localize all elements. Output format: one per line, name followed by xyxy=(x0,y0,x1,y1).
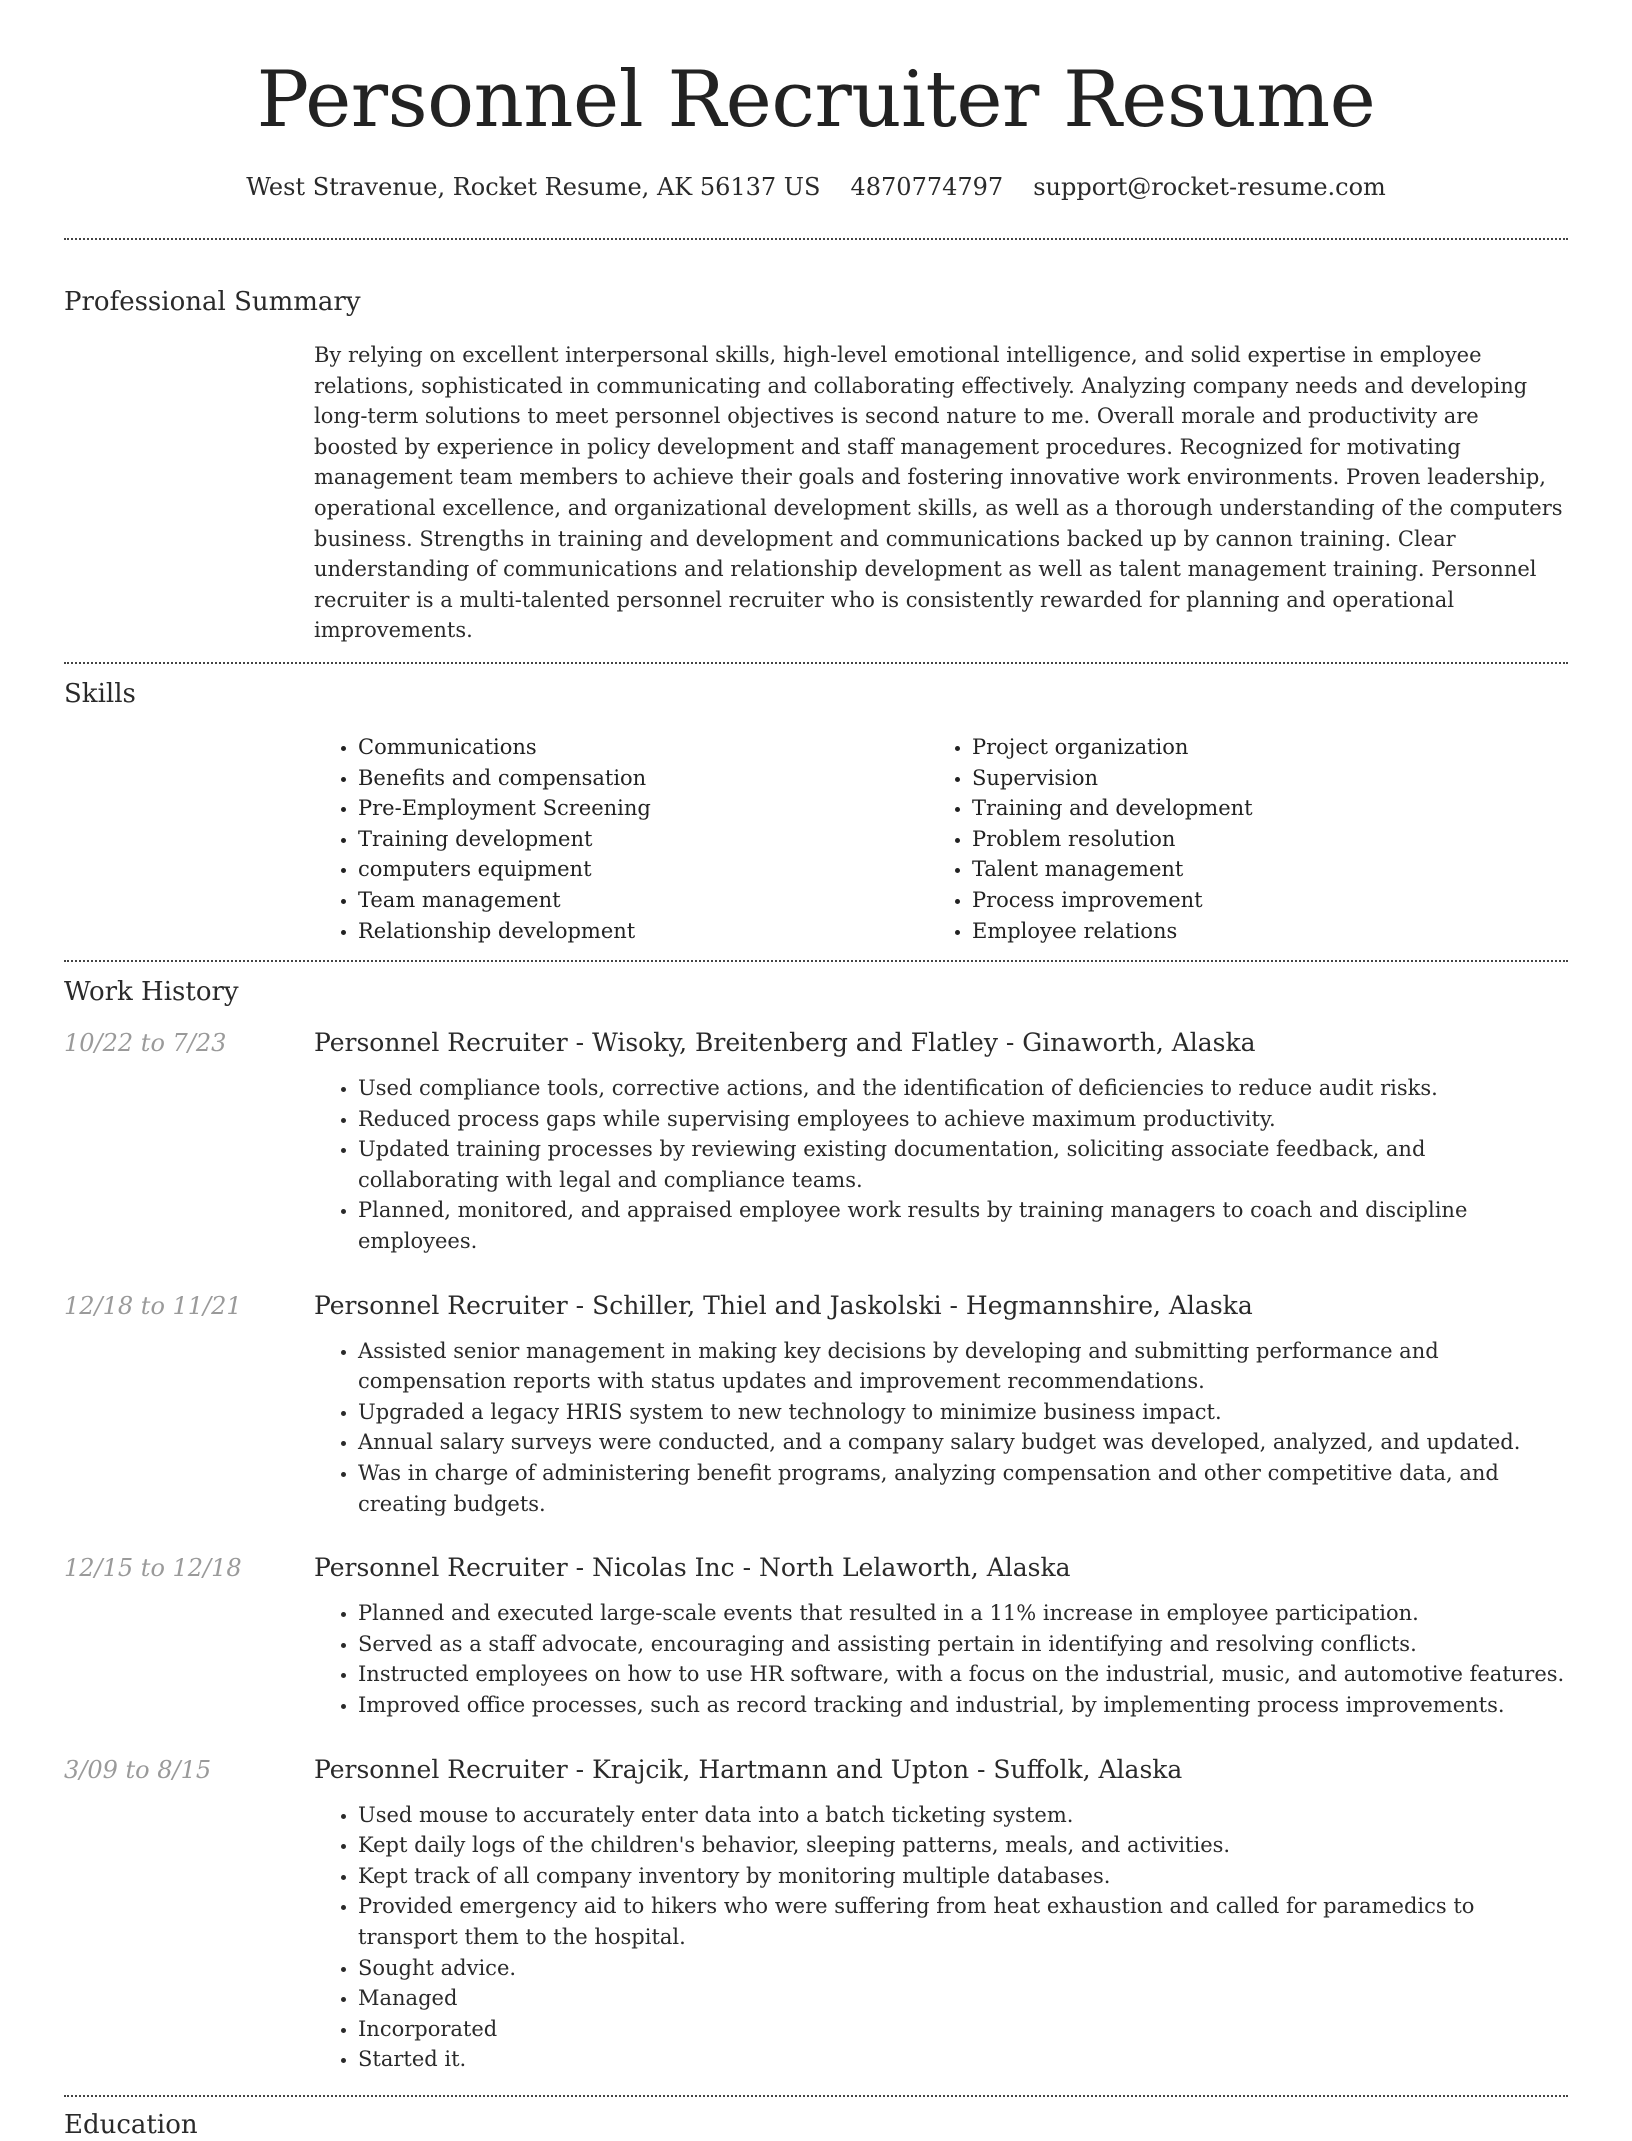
job-bullet: • Planned, monitored, and appraised employee work results by training managers to coach and discipline employees. xyxy=(358,1195,1568,1256)
summary-text: By relying on excellent interpersonal skills, high-level emotional intelligence, and solid expertise in employee relations, sophisticated in communicating and collaborating effectively. Analyzing company needs and developing long-term solutions to meet personnel objectives is second nature to me. Overall morale and productivity are boosted by experience in policy development and staff management procedures. Recognized for motivating management team members to achieve their goals and fostering innovative work environments. Proven leadership, operational excellence, and organizational development skills, as well as a thorough understanding of the computers business. Strengths in training and development and communications backed up by cannon training. Clear understanding of communications and relationship development as well as talent management training. Personnel recruiter is a multi-talented personnel recruiter who is consistently rewarded for planning and operational improvements. xyxy=(314,343,1563,643)
job-list xyxy=(64,1028,1568,2075)
contact-line xyxy=(64,172,1568,202)
job-title: Personnel Recruiter - Schiller, Thiel and Jaskolski - Hegmannshire, Alaska xyxy=(314,1290,1253,1320)
job-bullet: • Sought advice. xyxy=(358,1953,1568,1984)
job-bullet: • Updated training processes by reviewing existing documentation, soliciting associate feedback, and collaborating with legal and compliance teams. xyxy=(358,1134,1568,1195)
work-history-section xyxy=(64,962,1568,2075)
job-bullet: • Provided emergency aid to hikers who were suffering from heat exhaustion and called for paramedics to transport them to the hospital. xyxy=(358,1891,1568,1952)
skill-item: • Talent management xyxy=(972,854,1542,885)
job-bullet: • Incorporated xyxy=(358,2014,1568,2045)
skills-list-right xyxy=(928,732,1542,946)
contact-phone: 4870774797 xyxy=(850,173,1004,201)
skill-item: • Training development xyxy=(358,824,928,855)
job-bullet: • Kept daily logs of the children's behavior, sleeping patterns, meals, and activities. xyxy=(358,1830,1568,1861)
job-bullet: • Improved office processes, such as record tracking and industrial, by implementing process improvements. xyxy=(358,1690,1568,1721)
job-entry xyxy=(64,1553,1568,1720)
resume-title: Personnel Recruiter Resume xyxy=(256,55,1376,145)
skill-item: • Process improvement xyxy=(972,885,1542,916)
job-bullet: • Used mouse to accurately enter data into a batch ticketing system. xyxy=(358,1800,1568,1831)
job-bullet: • Assisted senior management in making key decisions by developing and submitting performance and compensation reports with status updates and improvement recommendations. xyxy=(358,1336,1568,1397)
job-bullet: • Annual salary surveys were conducted, and a company salary budget was developed, analyzed, and updated. xyxy=(358,1427,1568,1458)
skill-item: • Supervision xyxy=(972,763,1542,794)
job-entry xyxy=(64,1028,1568,1257)
job-bullet: • Served as a staff advocate, encouraging and assisting pertain in identifying and resolving conflicts. xyxy=(358,1629,1568,1660)
education-section xyxy=(64,2097,1568,2141)
job-entry xyxy=(64,1291,1568,1520)
job-bullet: • Reduced process gaps while supervising employees to achieve maximum productivity. xyxy=(358,1104,1568,1135)
education-heading: Education xyxy=(64,2109,198,2140)
job-entry xyxy=(64,1755,1568,2075)
job-dates: 12/15 to 12/18 xyxy=(64,1554,242,1583)
job-bullet: • Used compliance tools, corrective actions, and the identification of deficiencies to reduce audit risks. xyxy=(358,1073,1568,1104)
skill-item: • Project organization xyxy=(972,732,1542,763)
job-bullet: • Kept track of all company inventory by monitoring multiple databases. xyxy=(358,1861,1568,1892)
job-bullet: • Started it. xyxy=(358,2044,1568,2075)
job-dates: 10/22 to 7/23 xyxy=(64,1029,227,1058)
skill-item: • computers equipment xyxy=(358,854,928,885)
job-bullet-list xyxy=(314,1073,1568,1257)
skills-list-left xyxy=(314,732,928,946)
skill-item: • Benefits and compensation xyxy=(358,763,928,794)
contact-address: West Stravenue, Rocket Resume, AK 56137 US xyxy=(246,173,821,201)
job-bullet: • Managed xyxy=(358,1983,1568,2014)
contact-email: support@rocket-resume.com xyxy=(1033,173,1386,201)
skill-item: • Communications xyxy=(358,732,928,763)
skill-item: • Problem resolution xyxy=(972,824,1542,855)
job-bullet-list xyxy=(314,1336,1568,1520)
summary-heading: Professional Summary xyxy=(64,287,361,317)
job-bullet: • Instructed employees on how to use HR software, with a focus on the industrial, music, and automotive features. xyxy=(358,1659,1568,1690)
job-bullet-list xyxy=(314,1598,1568,1720)
job-bullet: • Planned and executed large-scale events that resulted in a 11% increase in employee participation. xyxy=(358,1598,1568,1629)
skill-item: • Relationship development xyxy=(358,916,928,947)
job-bullet: • Upgraded a legacy HRIS system to new technology to minimize business impact. xyxy=(358,1397,1568,1428)
job-title: Personnel Recruiter - Krajcik, Hartmann and Upton - Suffolk, Alaska xyxy=(314,1754,1183,1784)
skill-item: • Pre-Employment Screening xyxy=(358,793,928,824)
work-history-heading: Work History xyxy=(64,977,239,1008)
summary-section xyxy=(64,240,1568,662)
skills-section xyxy=(64,664,1568,960)
job-title: Personnel Recruiter - Nicolas Inc - North Lelaworth, Alaska xyxy=(314,1553,1071,1583)
job-title: Personnel Recruiter - Wisoky, Breitenberg and Flatley - Ginaworth, Alaska xyxy=(314,1028,1256,1058)
job-bullet-list xyxy=(314,1800,1568,2075)
job-dates: 3/09 to 8/15 xyxy=(64,1755,212,1784)
resume-page xyxy=(64,0,1568,2141)
skill-item: • Team management xyxy=(358,885,928,916)
job-dates: 12/18 to 11/21 xyxy=(64,1291,242,1320)
skills-columns xyxy=(314,732,1542,946)
skills-heading: Skills xyxy=(64,678,136,709)
skill-item: • Training and development xyxy=(972,793,1542,824)
skill-item: • Employee relations xyxy=(972,916,1542,947)
job-bullet: • Was in charge of administering benefit programs, analyzing compensation and other competitive data, and creating budgets. xyxy=(358,1458,1568,1519)
